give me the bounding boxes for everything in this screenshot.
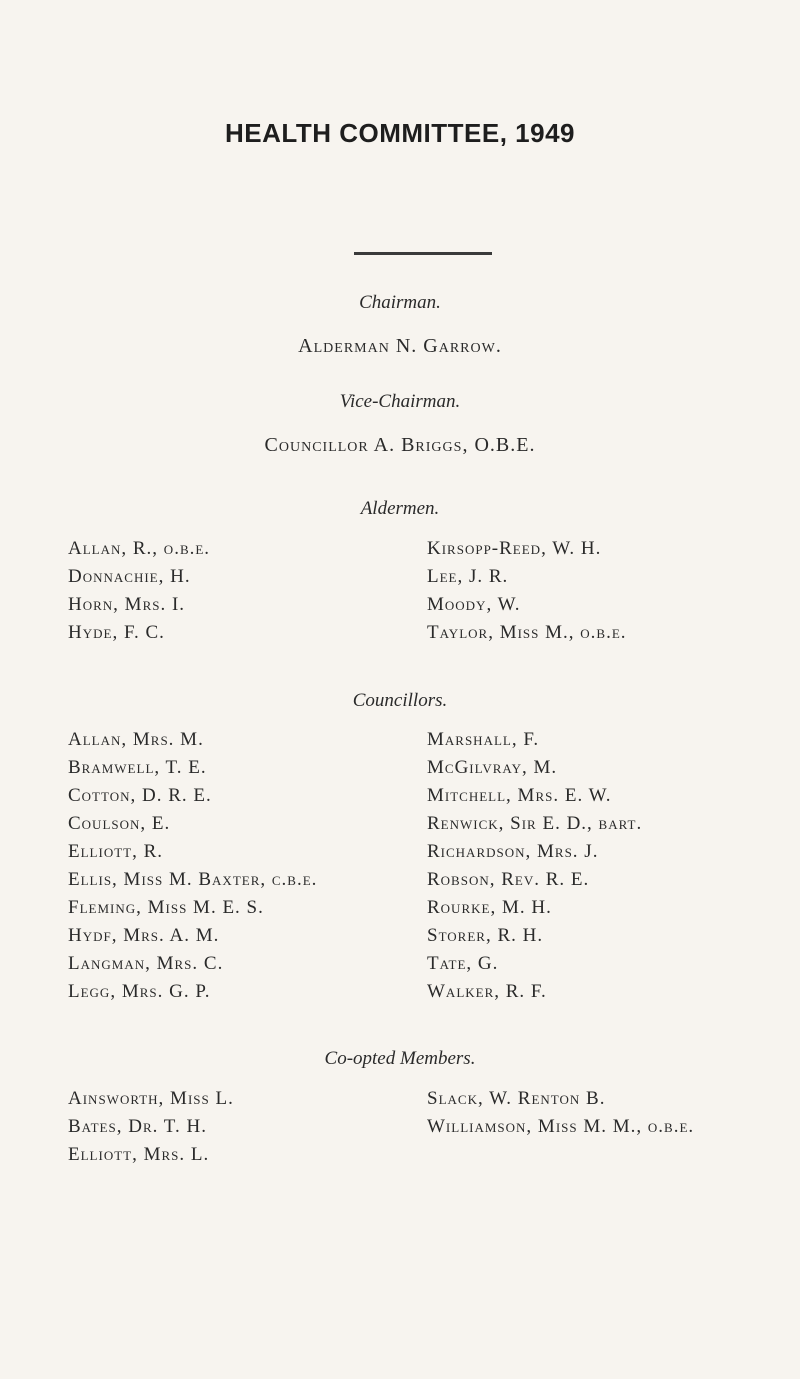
councillor-left-6: Ellis, Miss M. Baxter, c.b.e.: [68, 869, 318, 890]
councillor-left-5: Elliott, R.: [68, 841, 164, 862]
alderman-left-2: Donnachie, H.: [68, 566, 191, 587]
councillor-left-2: Bramwell, T. E.: [68, 757, 207, 778]
councillor-right-8: Storer, R. H.: [427, 925, 544, 946]
alderman-left-3: Horn, Mrs. I.: [68, 594, 186, 615]
alderman-right-4: Taylor, Miss M., o.b.e.: [427, 622, 627, 643]
co-opted-left-2: Bates, Dr. T. H.: [68, 1116, 207, 1137]
councillor-right-3: Mitchell, Mrs. E. W.: [427, 785, 612, 806]
alderman-left-4: Hyde, F. C.: [68, 622, 165, 643]
councillor-right-4: Renwick, Sir E. D., bart.: [427, 813, 643, 834]
councillor-left-9: Langman, Mrs. C.: [68, 953, 224, 974]
chairman-name: Alderman N. Garrow.: [298, 335, 502, 357]
councillor-left-3: Cotton, D. R. E.: [68, 785, 212, 806]
vice-chairman-name: Councillor A. Briggs, O.B.E.: [264, 434, 536, 456]
alderman-left-1: Allan, R., o.b.e.: [68, 538, 211, 559]
co-opted-heading: Co-opted Members.: [324, 1048, 476, 1069]
councillor-right-2: McGilvray, M.: [427, 757, 558, 778]
councillor-right-6: Robson, Rev. R. E.: [427, 869, 590, 890]
councillor-left-1: Allan, Mrs. M.: [68, 729, 204, 750]
co-opted-right-2: Williamson, Miss M. M., o.b.e.: [427, 1116, 695, 1137]
councillors-heading: Councillors.: [352, 690, 448, 711]
councillor-right-5: Richardson, Mrs. J.: [427, 841, 599, 862]
co-opted-right-1: Slack, W. Renton B.: [427, 1088, 606, 1109]
councillor-right-10: Walker, R. F.: [427, 981, 547, 1002]
aldermen-heading: Aldermen.: [360, 498, 440, 519]
chairman-heading: Chairman.: [359, 292, 441, 313]
alderman-right-3: Moody, W.: [427, 594, 521, 615]
councillor-left-4: Coulson, E.: [68, 813, 171, 834]
title-divider: [354, 252, 492, 255]
alderman-right-2: Lee, J. R.: [427, 566, 509, 587]
councillor-right-9: Tate, G.: [427, 953, 499, 974]
councillor-left-7: Fleming, Miss M. E. S.: [68, 897, 264, 918]
co-opted-left-3: Elliott, Mrs. L.: [68, 1144, 210, 1165]
co-opted-left-1: Ainsworth, Miss L.: [68, 1088, 234, 1109]
councillor-right-7: Rourke, M. H.: [427, 897, 552, 918]
councillor-left-8: Hydf, Mrs. A. M.: [68, 925, 220, 946]
vice-chairman-heading: Vice-Chairman.: [339, 391, 461, 412]
page-title: HEALTH COMMITTEE, 1949: [224, 118, 575, 148]
alderman-right-1: Kirsopp-Reed, W. H.: [427, 538, 602, 559]
councillor-right-1: Marshall, F.: [427, 729, 540, 750]
councillor-left-10: Legg, Mrs. G. P.: [68, 981, 211, 1002]
